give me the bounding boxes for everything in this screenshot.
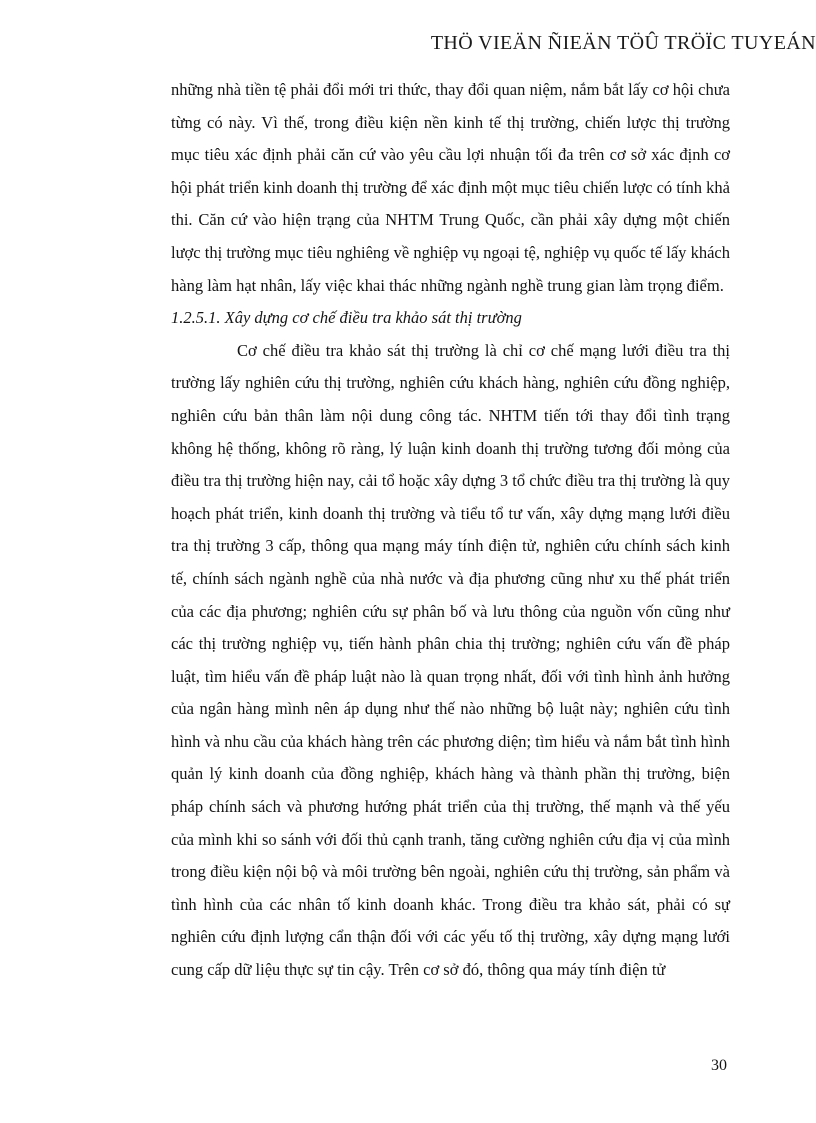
body-paragraph: những nhà tiền tệ phải đổi mới tri thức, thay đổi quan niệm, nắm bắt lấy cơ hội chưa từng có này. Vì thế, trong điều kiện nền kinh tế thị trường, chiến lược thị trường mục tiêu xác định phải căn cứ vào yêu cầu lợi nhuận tối đa trên cơ sở xác định cơ hội phát triển kinh doanh thị trường để xác định một mục tiêu chiến lược có tính khả thi. Căn cứ vào hiện trạng của NHTM Trung Quốc, cần phải xây dựng một chiến lược thị trường mục tiêu nghiêng về nghiệp vụ ngoại tệ, nghiệp vụ quốc tế lấy khách hàng làm hạt nhân, lấy việc khai thác những ngành nghề trung gian làm trọng điểm.	[171, 80, 730, 295]
section-heading: 1.2.5.1. Xây dựng cơ chế điều tra khảo sát thị trường	[171, 308, 522, 328]
body-paragraph: Cơ chế điều tra khảo sát thị trường là chỉ cơ chế mạng lưới điều tra thị trường lấy nghiên cứu thị trường, nghiên cứu khách hàng, nghiên cứu đồng nghiệp, nghiên cứu bản thân làm nội dung công tác. NHTM tiến tới thay đổi tình trạng không hệ thống, không rõ ràng, lý luận kinh doanh thị trường tương đối mỏng của điều tra thị trường hiện nay, cải tổ hoặc xây dựng 3 tổ chức điều tra thị trường là quy hoạch phát triển, kinh doanh thị trường và tiểu tổ tư vấn, xây dựng mạng lưới điều tra thị trường 3 cấp, thông qua mạng máy tính điện tử, nghiên cứu chính sách kinh tế, chính sách ngành nghề của nhà nước và địa phương cũng như xu thế phát triển của các địa phương; nghiên cứu sự phân bố và lưu thông của nguồn vốn cũng như các thị trường nghiệp vụ, tiến hành phân chia thị trường; nghiên cứu vấn đề pháp luật, tìm hiểu vấn đề pháp luật nào là quan trọng nhất, đối với tình hình ảnh hưởng của ngân hàng mình nên áp dụng như thế nào những bộ luật này; nghiên cứu tình hình và nhu cầu của khách hàng trên các phương diện; tìm hiểu và nắm bắt tình hình quản lý kinh doanh của đồng nghiệp, khách hàng và thành phần thị trường, biện pháp chính sách và phương hướng phát triển của thị trường, thế mạnh và thế yếu của mình khi so sánh với đối thủ cạnh tranh, tăng cường nghiên cứu địa vị của mình trong điều kiện nội bộ và môi trường bên ngoài, nghiên cứu thị trường, sản phẩm và tình hình của các nhân tố kinh doanh khác. Trong điều tra khảo sát, phải có sự nghiên cứu định lượng cẩn thận đối với các yếu tố thị trường, xây dựng mạng lưới cung cấp dữ liệu thực sự tin cậy. Trên cơ sở đó, thông qua máy tính điện tử	[171, 340, 730, 980]
page-body	[171, 74, 730, 987]
running-header: THÖ VIEÄN ÑIEÄN TÖÛ TRÖÏC TUYEÁN	[430, 32, 816, 54]
page-number: 30	[711, 1057, 727, 1074]
